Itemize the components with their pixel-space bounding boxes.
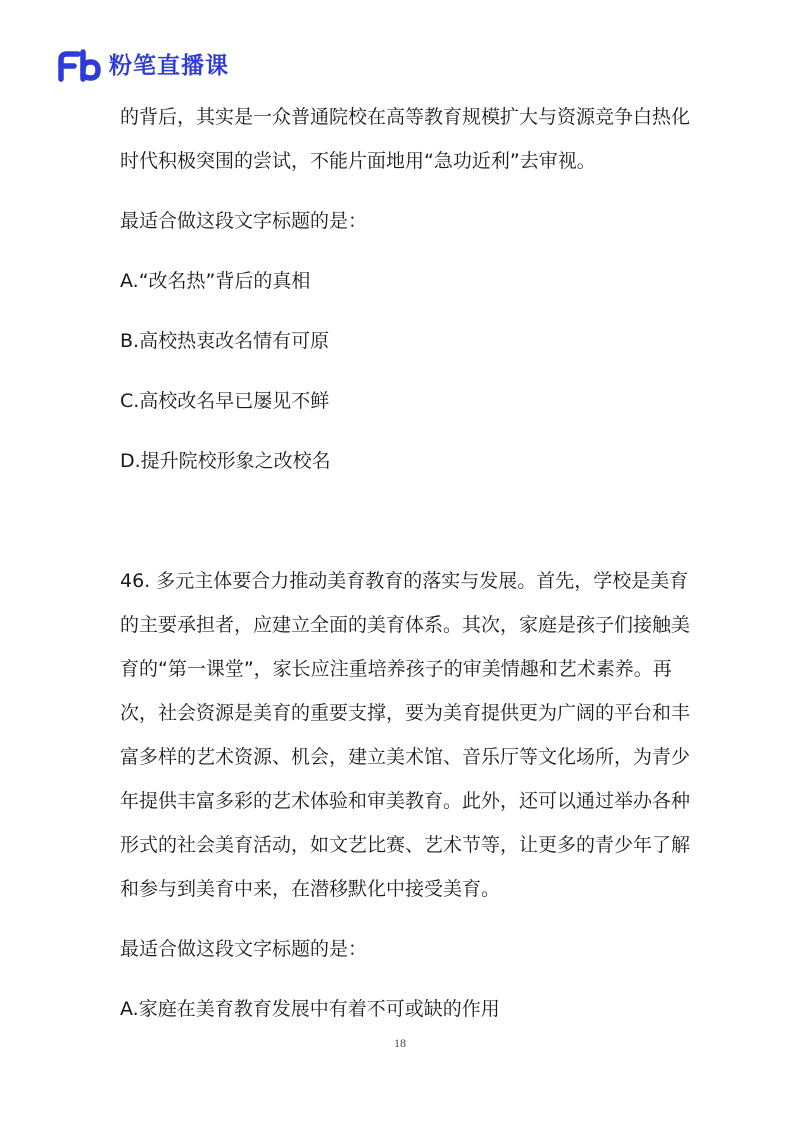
passage-line: 的背后，其实是一众普通院校在高等教育规模扩大与资源竞争白热化 — [120, 106, 691, 128]
passage-line: 时代积极突围的尝试，不能片面地用“急功近利”去审视。 — [120, 150, 596, 172]
question-prompt: 最适合做这段文字标题的是： — [120, 938, 368, 960]
page-number: 18 — [394, 1036, 406, 1050]
passage-line: 和参与到美育中来，在潜移默化中接受美育。 — [120, 878, 501, 900]
option-b: B.高校热衷改名情有可原 — [120, 330, 330, 352]
header-logo — [57, 48, 229, 84]
option-c: C.高校改名早已屡见不鲜 — [120, 390, 330, 412]
passage-line: 年提供丰富多彩的艺术体验和审美教育。此外，还可以通过举办各种 — [120, 790, 691, 812]
option-a: A.家庭在美育教育发展中有着不可或缺的作用 — [120, 998, 500, 1020]
passage-line: 次，社会资源是美育的重要支撑，要为美育提供更为广阔的平台和丰 — [120, 702, 691, 724]
option-d: D.提升院校形象之改校名 — [120, 450, 331, 472]
fb-logo-icon — [57, 48, 103, 84]
brand-name: 粉笔直播课 — [109, 53, 229, 79]
option-a: A.“改名热”背后的真相 — [120, 270, 311, 292]
passage-line: 形式的社会美育活动，如文艺比赛、艺术节等，让更多的青少年了解 — [120, 834, 691, 856]
passage-line: 富多样的艺术资源、机会，建立美术馆、音乐厅等文化场所，为青少 — [120, 746, 691, 768]
passage-line: 育的“第一课堂”，家长应注重培养孩子的审美情趣和艺术素养。再 — [120, 658, 672, 680]
document-body — [120, 95, 691, 1031]
passage-line: 的主要承担者，应建立全面的美育体系。其次，家庭是孩子们接触美 — [120, 614, 691, 636]
passage-line: 46. 多元主体要合力推动美育教育的落实与发展。首先，学校是美育 — [120, 570, 689, 592]
question-prompt: 最适合做这段文字标题的是： — [120, 210, 368, 232]
